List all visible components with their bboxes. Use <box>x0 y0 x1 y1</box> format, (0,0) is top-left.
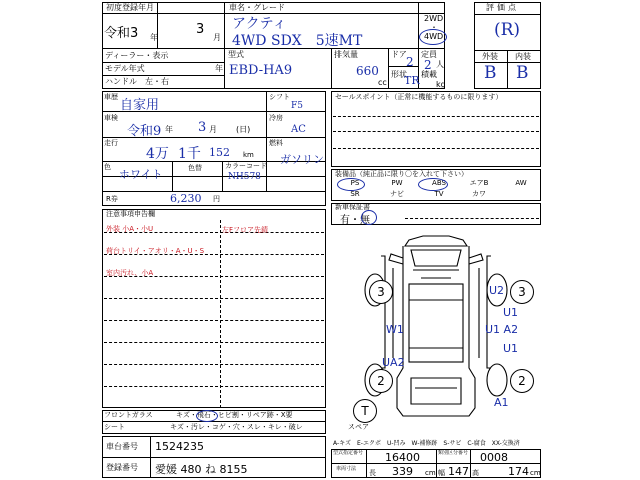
first-reg-era: 令和3 <box>104 26 139 41</box>
notes-line-rule <box>104 298 324 299</box>
displacement: 660 <box>356 64 379 78</box>
rating-title: 評価点 <box>486 3 519 12</box>
notes-line-text: 荷台トリイ・アオリ・A・U・S <box>106 247 205 255</box>
width-label: 幅 <box>438 469 445 477</box>
notes-right-line: 左Fフロア先錆 <box>222 226 269 234</box>
inspection-year-unit: 年 <box>165 125 173 134</box>
drive-4wd: 4WD <box>424 32 444 41</box>
new-cert-circle <box>361 210 377 225</box>
equipment-row1-item: AW <box>515 179 527 187</box>
dealer-label: ディーラー・表示 <box>105 51 169 60</box>
shift: F5 <box>291 101 303 111</box>
new-cert-value: 有・無 <box>340 215 370 226</box>
model-no: 16400 <box>385 451 420 464</box>
mileage-man: 4万 <box>146 146 169 162</box>
drive-2wd: 2WD <box>424 14 444 23</box>
windshield-label: フロントガラス <box>104 411 153 419</box>
equipment-row1-item: PS <box>350 179 360 187</box>
usage-label: 車歴 <box>104 93 118 101</box>
handle-label: ハンドル 左・右 <box>105 77 169 86</box>
windshield-text: キズ・飛石・ヒビ割・リペア跡・X要 <box>176 411 293 419</box>
notes-line-rule <box>104 386 324 387</box>
class-no-label: 類別区分番号 <box>438 450 469 456</box>
equipment-row1-item: PW <box>391 179 403 187</box>
equipment-row1-item: ABS <box>432 179 446 187</box>
color-code-label: カラーコード <box>225 162 267 170</box>
capacity-label: 定員 <box>421 50 437 59</box>
spare-mark: T <box>353 399 377 423</box>
ac: AC <box>291 124 306 135</box>
equipment-row2-item: SR <box>350 190 360 198</box>
model-year-label: モデル年式 <box>105 64 145 73</box>
seat-text: キズ・汚レ・コゲ・穴・スレ・キレ・破レ <box>170 423 303 431</box>
shift-label: シフト <box>269 93 290 101</box>
mileage-rest: 152 <box>209 146 230 159</box>
mark-front-left: 3 <box>369 280 393 304</box>
ps-circle <box>337 178 365 191</box>
first-reg-label: 初度登録年月 <box>106 3 154 12</box>
load-label: 積載 <box>421 70 437 79</box>
inspection-day: (日) <box>236 125 251 134</box>
class-no: 0008 <box>480 451 508 464</box>
notes-frame <box>102 209 326 408</box>
load-unit: kg <box>436 80 446 89</box>
mark-front-right: 3 <box>510 280 534 304</box>
mark-u1-lower: U1 <box>503 342 519 355</box>
model-type: EBD-HA9 <box>229 63 293 78</box>
notes-divider <box>220 220 221 408</box>
equipment-row2-item: カワ <box>472 190 486 198</box>
equipment-row1-item: エアB <box>469 179 489 187</box>
inspection-era: 令和9 <box>127 124 162 139</box>
mark-u2: U2 <box>489 284 505 297</box>
ac-label: 冷房 <box>269 114 283 122</box>
km-unit: km <box>243 151 254 159</box>
recycle: 6,230 <box>170 192 202 205</box>
recycle-label: R券 <box>106 195 118 203</box>
inspection-label: 車検 <box>104 114 118 122</box>
car-name-label: 車名・グレード <box>229 3 285 12</box>
equipment-row2-item: ナビ <box>390 190 404 198</box>
notes-line-rule <box>104 342 324 343</box>
rating-score: (R) <box>494 20 521 40</box>
mark-rear-left: 2 <box>369 369 393 393</box>
fuel-label: 燃料 <box>269 139 283 147</box>
damage-legend: A-キズ E-エクボ U-凹み W-補修跡 S-サビ C-腐食 XX-交換済 <box>333 440 520 447</box>
length-label: 長 <box>369 469 376 477</box>
doors: 2 <box>406 55 414 69</box>
exterior-label: 外装 <box>482 52 498 61</box>
car-name: アクティ <box>232 16 287 32</box>
plate-label: 登録番号 <box>106 463 138 472</box>
notes-line-rule <box>104 320 324 321</box>
mark-w1: W1 <box>386 323 404 336</box>
height: 174 <box>508 465 529 478</box>
capacity: 2 <box>424 58 432 72</box>
mileage-label: 走行 <box>104 139 118 147</box>
door-label: ドア <box>391 50 407 59</box>
equipment-title: 装備品（純正品に限り〇を入れて下さい） <box>335 170 468 178</box>
spare-label: スペア <box>348 423 369 431</box>
abs-circle <box>418 178 448 191</box>
usage: 自家用 <box>120 98 160 113</box>
cc-unit: cc <box>378 78 387 87</box>
inspection-month: 3 <box>198 120 207 135</box>
width: 147 <box>448 465 469 478</box>
capacity-unit: 人 <box>436 60 444 69</box>
mark-u1-upper: U1 <box>503 306 519 319</box>
month-unit: 月 <box>213 33 221 42</box>
equipment-row2-item: TV <box>434 190 444 198</box>
dim-label: 車両寸法 <box>336 466 357 472</box>
chassis-number: 1524235 <box>155 440 204 453</box>
length: 339 <box>392 465 413 478</box>
mark-u1-a2: U1 A2 <box>485 323 519 336</box>
yen-unit: 円 <box>213 195 220 203</box>
displacement-label: 排気量 <box>334 50 358 59</box>
length-unit: cm <box>425 469 436 477</box>
new-cert-label: 新車保証書 <box>335 203 370 211</box>
interior-grade: B <box>516 63 529 83</box>
height-unit: cm <box>530 469 541 477</box>
model-no-label: 型式指定番号 <box>333 450 364 456</box>
mark-ua2: UA2 <box>382 356 405 369</box>
notes-title: 注意事項申告欄 <box>106 210 155 218</box>
color: ホワイト <box>119 168 163 181</box>
color-label: 色 <box>104 163 111 171</box>
model-year-unit: 年 <box>215 64 223 73</box>
color-code: NH578 <box>228 172 261 182</box>
exterior-grade: B <box>484 63 497 83</box>
drive-4wd-circle <box>419 29 447 45</box>
shape: TR <box>404 74 420 87</box>
inspection-month-unit: 月 <box>209 125 217 134</box>
notes-line-text: 室内汚れ、小A <box>106 269 154 277</box>
chassis-label: 車台番号 <box>106 442 138 451</box>
notes-line-rule <box>104 364 324 365</box>
fuel: ガソリン <box>280 153 324 166</box>
seat-label: シート <box>104 423 125 431</box>
color-change-label: 色替 <box>188 164 202 172</box>
interior-label: 内装 <box>515 52 531 61</box>
notes-line-text: 外装 小A・小U <box>106 225 154 233</box>
shape-label: 形状 <box>391 70 407 79</box>
mark-a1: A1 <box>494 396 509 409</box>
sales-points-title: セールスポイント（正常に機能するものに限ります） <box>335 93 503 101</box>
mark-rear-right: 2 <box>510 369 534 393</box>
mileage-sen: 1千 <box>178 146 201 162</box>
stone-chip-circle <box>196 410 218 422</box>
height-label: 高 <box>472 469 479 477</box>
sales-points-frame <box>331 91 541 167</box>
model-type-label: 型式 <box>228 50 244 59</box>
car-grade: 4WD SDX 5速MT <box>232 33 363 49</box>
first-reg-month: 3 <box>196 22 205 37</box>
year-unit: 年 <box>150 33 158 42</box>
plate-number: 愛媛 480 ね 8155 <box>155 463 248 476</box>
